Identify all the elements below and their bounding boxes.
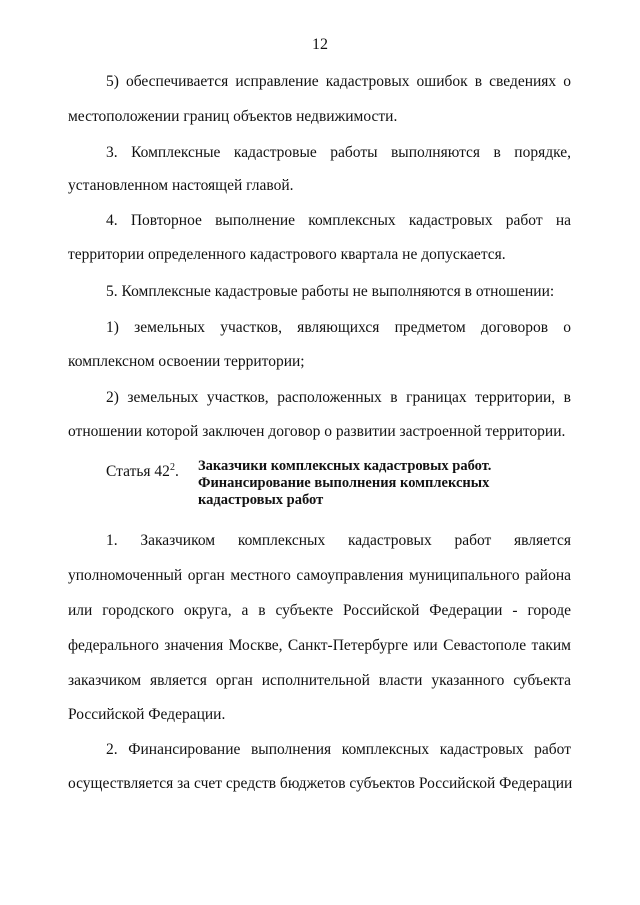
text-line: местоположении границ объектов недвижимости. xyxy=(68,108,398,125)
text-line: 2) земельных участков, расположенных в границах территории, в xyxy=(106,389,571,406)
article-title-line: Заказчики комплексных кадастровых работ. xyxy=(198,458,492,474)
text-line: отношении которой заключен договор о развитии застроенной территории. xyxy=(68,423,566,440)
text-line: Российской Федерации. xyxy=(68,706,226,723)
text-line: 1) земельных участков, являющихся предметом договоров о xyxy=(106,319,571,336)
page-number: 12 xyxy=(312,36,328,53)
text-line: комплексном освоении территории; xyxy=(68,353,305,370)
article-title xyxy=(198,458,528,509)
text-line: 5) обеспечивается исправление кадастровых ошибок в сведениях о xyxy=(106,73,571,90)
text-line: 2. Финансирование выполнения комплексных кадастровых работ xyxy=(106,741,571,758)
text-line: уполномоченный орган местного самоуправления муниципального района xyxy=(68,567,571,584)
text-line: заказчиком является орган исполнительной власти указанного субъекта xyxy=(68,672,571,689)
text-line: 1. Заказчиком комплексных кадастровых работ является xyxy=(106,532,571,549)
text-line: 4. Повторное выполнение комплексных кадастровых работ на xyxy=(106,212,571,229)
article-superscript: 2 xyxy=(169,462,175,473)
text-line: федерального значения Москве, Санкт-Петербурге или Севастополе таким xyxy=(68,637,571,654)
text-line: или городского округа, а в субъекте Российской Федерации - городе xyxy=(68,602,571,619)
article-title-line: Финансирование выполнения комплексных xyxy=(198,475,490,491)
article-number: Статья $42^2$. xyxy=(106,462,179,481)
text-line: установленном настоящей главой. xyxy=(68,177,294,194)
text-line: 5. Комплексные кадастровые работы не выполняются в отношении: xyxy=(106,283,555,300)
article-title-line: кадастровых работ xyxy=(198,492,324,508)
text-line: территории определенного кадастрового квартала не допускается. xyxy=(68,246,506,263)
text-line: осуществляется за счет средств бюджетов субъектов Российской Федерации xyxy=(68,775,573,792)
text-line: 3. Комплексные кадастровые работы выполняются в порядке, xyxy=(106,144,571,161)
